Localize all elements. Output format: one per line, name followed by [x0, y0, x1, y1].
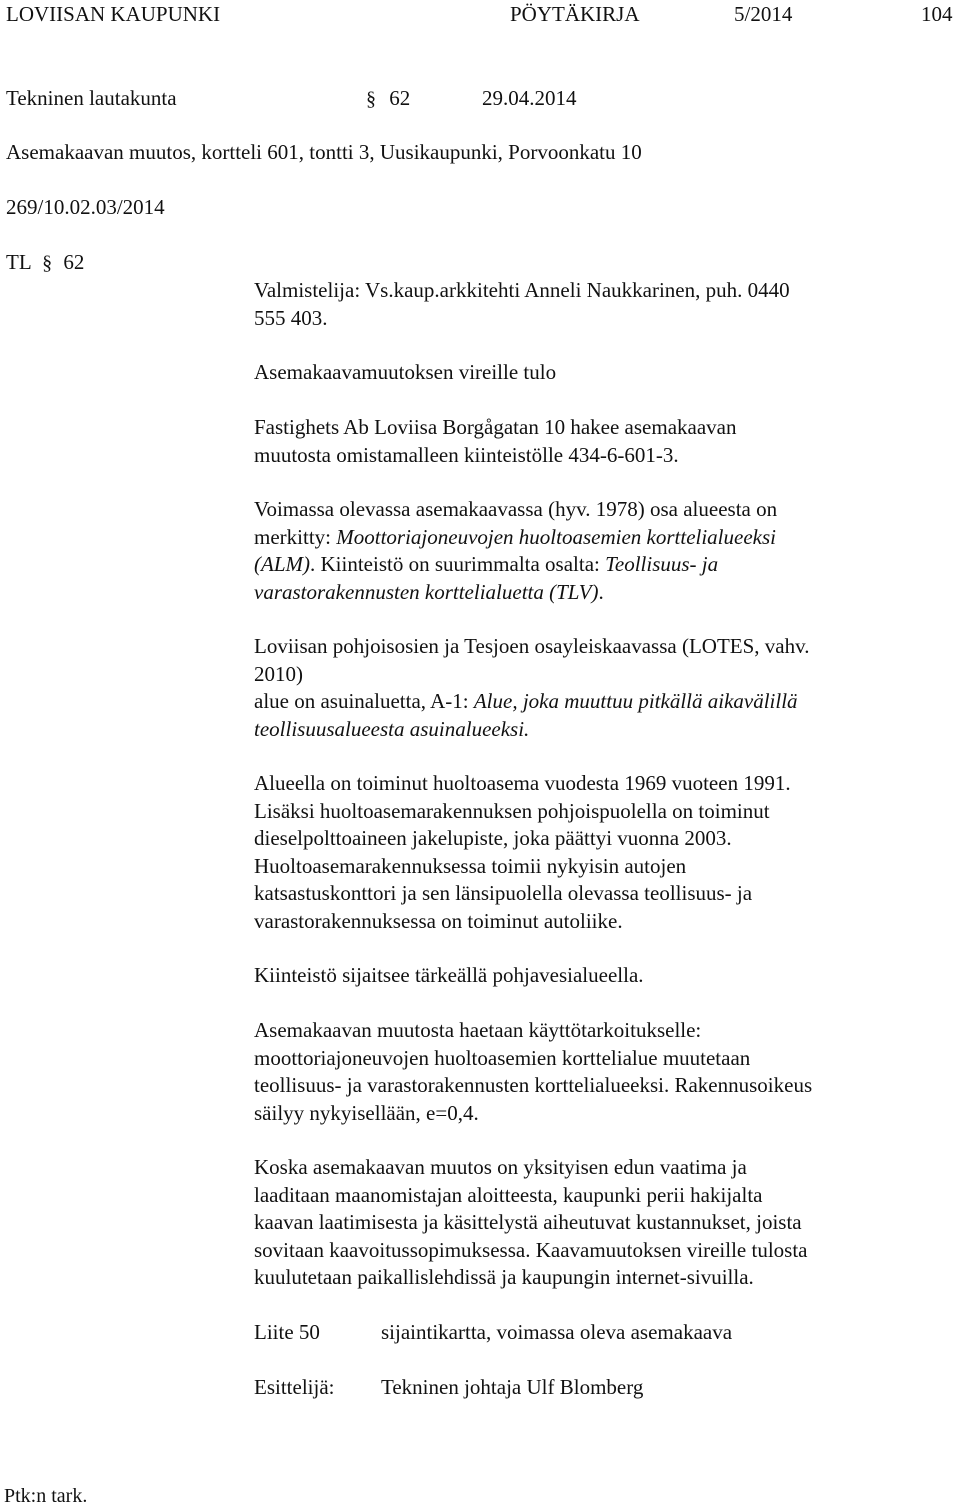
italic-text-run: Teollisuus- ja: [605, 552, 719, 576]
subheading: [254, 359, 894, 387]
paragraph-2: [254, 496, 894, 606]
paragraph-line: sovitaan kaavoitussopimuksessa. Kaavamuutoksen vireille tulosta: [254, 1237, 808, 1262]
subheading-text: Asemakaavamuutoksen vireille tulo: [254, 360, 557, 384]
preparer-line-2: 555 403.: [254, 305, 328, 330]
attachment-value: sijaintikartta, voimassa oleva asemakaava: [381, 1320, 733, 1344]
tl-number: 62: [63, 250, 85, 274]
preparer: [254, 277, 894, 332]
page-title: Asemakaavan muutos, kortteli 601, tontti 3, Uusikaupunki, Porvoonkatu 10: [6, 140, 642, 164]
paragraph-line: Lisäksi huoltoasemarakennuksen pohjoispuolella on toiminut: [254, 798, 770, 823]
section-symbol: §: [366, 88, 376, 110]
paragraph-line: Huoltoasemarakennuksessa toimii nykyisin autojen: [254, 853, 687, 878]
paragraph-line: [254, 688, 894, 716]
italic-text-run: Alue, joka muuttuu pitkällä aikavälillä: [473, 689, 798, 713]
paragraph-5: [254, 962, 894, 990]
text-run: .: [598, 579, 604, 604]
paragraph-line: Koska asemakaavan muutos on yksityisen edun vaatima ja: [254, 1155, 747, 1179]
paragraph-line: teollisuus- ja varastorakennusten korttelialueeksi. Rakennusoikeus: [254, 1073, 813, 1097]
paragraph-3: [254, 633, 894, 743]
paragraph-line: Asemakaavan muutosta haetaan käyttötarkoitukselle:: [254, 1018, 702, 1042]
paragraph-4: [254, 770, 894, 935]
tl-label: TL: [6, 250, 31, 274]
footer-label: Ptk:n tark.: [4, 1485, 88, 1507]
paragraph-line: varastorakennuksessa on toiminut autoliike.: [254, 908, 623, 933]
paragraph-6: [254, 1017, 894, 1127]
paragraph-line: [254, 579, 894, 607]
doc-type: PÖYTÄKIRJA: [510, 2, 640, 26]
italic-text-run: (ALM): [254, 552, 310, 576]
paragraph-line: 2010): [254, 661, 303, 686]
paragraph-7: [254, 1154, 894, 1292]
paragraph-1: [254, 414, 894, 469]
paragraph-line: kuulutetaan paikallislehdissä ja kaupungin internet-sivuilla.: [254, 1265, 754, 1289]
tl-section-symbol: §: [42, 252, 53, 274]
paragraph-line: katsastuskonttori ja sen länsipuolella olevassa teollisuus- ja: [254, 881, 753, 905]
paragraph-line: Fastighets Ab Loviisa Borgågatan 10 hakee asemakaavan: [254, 415, 737, 439]
italic-text-run: varastorakennusten korttelialuetta (TLV): [254, 579, 599, 604]
italic-text-run: teollisuusalueesta asuinalueeksi.: [254, 716, 530, 741]
paragraph-line: Kiinteistö sijaitsee tärkeällä pohjavesialueella.: [254, 963, 644, 987]
tl-section: [6, 250, 84, 275]
paragraph-line: [254, 716, 894, 744]
paragraph-line: muutosta omistamalleen kiinteistölle 434-6-601-3.: [254, 442, 679, 467]
org-name: LOVIISAN KAUPUNKI: [6, 2, 221, 26]
section-mark: [366, 86, 410, 111]
paragraph-line: moottoriajoneuvojen huoltoasemien korttelialue muutetaan: [254, 1045, 751, 1070]
paragraph-line: [254, 524, 894, 552]
paragraph-line: Loviisan pohjoisosien ja Tesjoen osayleiskaavassa (LOTES, vahv.: [254, 634, 810, 658]
page-number: 104: [921, 2, 953, 26]
attachment-label: Liite 50: [254, 1320, 320, 1344]
meeting-body: Tekninen lautakunta: [6, 86, 177, 110]
paragraph-line: laaditaan maanomistajan aloitteesta, kaupunki perii hakijalta: [254, 1182, 763, 1207]
paragraph-line: Voimassa olevassa asemakaavassa (hyv. 1978) osa alueesta on: [254, 497, 778, 521]
paragraph-line: [254, 551, 894, 579]
paragraph-line: säilyy nykyisellään, e=0,4.: [254, 1100, 479, 1125]
text-run: . Kiinteistö on suurimmalta osalta:: [310, 552, 606, 576]
section-number: 62: [389, 86, 411, 110]
reference-number: 269/10.02.03/2014: [6, 195, 165, 219]
text-run: merkitty:: [254, 524, 337, 549]
paragraph-line: dieselpolttoaineen jakelupiste, joka päättyi vuonna 2003.: [254, 826, 732, 850]
issue-number: 5/2014: [734, 2, 793, 26]
text-run: alue on asuinaluetta, A-1:: [254, 689, 474, 713]
presenter-value: Tekninen johtaja Ulf Blomberg: [381, 1375, 644, 1399]
preparer-line-1: Valmistelija: Vs.kaup.arkkitehti Anneli Naukkarinen, puh. 0440: [254, 278, 790, 302]
paragraph-line: kaavan laatimisesta ja käsittelystä aiheutuvat kustannukset, joista: [254, 1210, 802, 1234]
meeting-date: 29.04.2014: [482, 86, 577, 110]
paragraph-line: Alueella on toiminut huoltoasema vuodesta 1969 vuoteen 1991.: [254, 771, 791, 795]
italic-text-run: Moottoriajoneuvojen huoltoasemien korttelialueeksi: [336, 524, 776, 549]
presenter-label: Esittelijä:: [254, 1375, 335, 1399]
